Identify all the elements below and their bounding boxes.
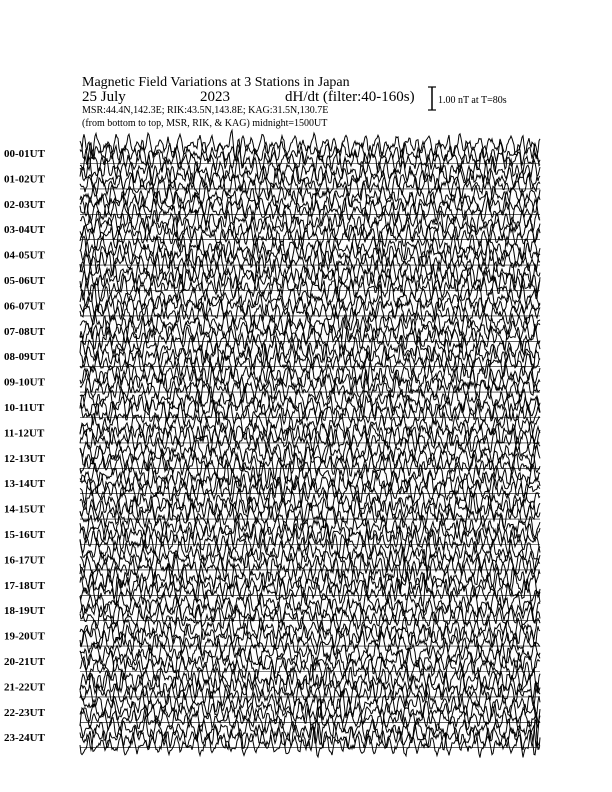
hour-label: 00-01UT bbox=[4, 148, 45, 160]
scale-label: 1.00 nT at T=80s bbox=[438, 95, 507, 106]
hour-label: 14-15UT bbox=[4, 503, 45, 516]
hour-label: 03-04UT bbox=[4, 224, 45, 237]
hour-label: 13-14UT bbox=[4, 478, 45, 491]
hour-label: 11-12UT bbox=[4, 427, 45, 440]
hour-label: 19-20UT bbox=[4, 630, 45, 643]
date-label: 25 July bbox=[82, 89, 126, 105]
hour-label: 09-10UT bbox=[4, 376, 45, 389]
hour-label: 08-09UT bbox=[4, 351, 45, 364]
hour-label: 15-16UT bbox=[4, 529, 45, 541]
hour-label: 21-22UT bbox=[4, 681, 45, 694]
trace-rows bbox=[4, 130, 540, 757]
scale-bar bbox=[428, 87, 507, 110]
quantity-label: dH/dt (filter:40-160s) bbox=[285, 89, 415, 105]
hour-label: 01-02UT bbox=[4, 173, 45, 186]
hour-label: 22-23UT bbox=[4, 706, 45, 719]
header bbox=[82, 75, 415, 129]
hour-label: 07-08UT bbox=[4, 325, 45, 338]
hour-label: 02-03UT bbox=[4, 198, 45, 211]
hour-label: 05-06UT bbox=[4, 275, 45, 287]
hour-label: 16-17UT bbox=[4, 554, 45, 567]
hour-label: 17-18UT bbox=[4, 579, 45, 592]
trace-kag bbox=[80, 310, 540, 337]
row-22-23UT bbox=[4, 690, 540, 732]
trace-rik bbox=[80, 342, 540, 369]
station-order-note: (from bottom to top, MSR, RIK, & KAG) midnight=1500UT bbox=[82, 118, 328, 129]
hour-label: 18-19UT bbox=[4, 605, 45, 618]
chart-title: Magnetic Field Variations at 3 Stations in Japan bbox=[82, 75, 350, 90]
hour-label: 06-07UT bbox=[4, 300, 45, 313]
hour-label: 23-24UT bbox=[4, 732, 45, 745]
trace-msr bbox=[80, 528, 540, 555]
hour-label: 10-11UT bbox=[4, 402, 45, 414]
station-coordinates: MSR:44.4N,142.3E; RIK:43.5N,143.8E; KAG:31.5N,130.7E bbox=[82, 105, 329, 116]
hour-label: 12-13UT bbox=[4, 452, 45, 465]
trace-rik bbox=[80, 139, 540, 167]
hour-label: 20-21UT bbox=[4, 656, 45, 668]
row-15-16UT bbox=[4, 514, 540, 555]
year-label: 2023 bbox=[200, 89, 230, 105]
hour-label: 04-05UT bbox=[4, 249, 45, 262]
trace-msr bbox=[80, 248, 540, 275]
